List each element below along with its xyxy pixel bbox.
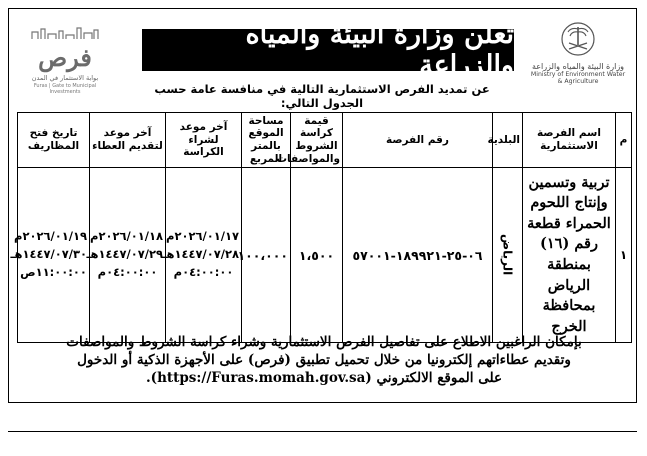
last-submit-time: ٠٤:٠٠:٠٠م	[97, 264, 158, 279]
last-purchase-gregorian: ٢٠٢٦/٠١/١٧م	[166, 229, 239, 244]
notice-line-1: بإمكان الراغبين الاطلاع على تفاصيل الفرص الاستثمارية وشراء كراسة الشروط والمواصفات	[66, 334, 582, 350]
skyline-icon	[30, 26, 100, 40]
row-opening	[10, 168, 90, 343]
bottom-divider	[8, 431, 637, 432]
opportunities-table	[10, 112, 632, 343]
header-name: اسم الفرصة الاستثمارية	[523, 113, 616, 168]
table-row	[18, 168, 632, 343]
ministry-logo	[528, 19, 628, 105]
ministry-name-english: Ministry of Environment Water & Agriculture	[530, 71, 626, 86]
header-area: مساحة الموقع بالمتر المربع	[242, 113, 291, 168]
header-last-submit: آخر موعد لتقديم العطاء	[90, 113, 166, 168]
table-header-row	[18, 113, 632, 168]
row-opportunity-ref: ٠٦-٢٥-١٨٩٩٢١-٥٧٠٠١	[343, 168, 493, 343]
furas-logo-subtitle: بوابة الاستثمار في المدن	[31, 74, 99, 82]
row-last-purchase	[162, 168, 242, 343]
row-last-submit	[86, 168, 166, 343]
header-ref: رقم الفرصة	[343, 113, 493, 168]
ministry-name-arabic: وزارة البيئة والمياه والزراعة	[531, 62, 625, 71]
row-num: ١	[616, 168, 632, 343]
announcement-title: تعلن وزارة البيئة والمياه والزراعة	[142, 29, 514, 71]
header-booklet-price: قيمة كراسة الشروط والمواصفات	[291, 113, 343, 168]
furas-logo	[19, 25, 111, 105]
opening-gregorian: ٢٠٢٦/٠١/١٩م	[14, 229, 87, 244]
last-purchase-hijri: ١٤٤٧/٠٧/٢٨هـ	[162, 247, 239, 262]
opening-hijri: ١٤٤٧/٠٧/٣٠هـ	[10, 247, 87, 262]
furas-logo-subtitle-english: Furas | Gate to Municipal Investments	[33, 83, 97, 95]
header-opening: تاريخ فتح المظاريف	[18, 113, 90, 168]
furas-logo-word: فرص	[38, 43, 92, 72]
announcement-frame	[8, 8, 637, 403]
announcement-subtitle: عن تمديد الفرص الاستثمارية التالية في منافسة عامة حسب الجدول التالي:	[154, 82, 490, 110]
notice-line-2: وتقديم عطاءاتهم إلكترونيا من خلال تحميل تطبيق (فرص) على الأجهزة الذكية أو الدخول	[77, 351, 571, 368]
row-opportunity-name: تربية وتسمين وإنتاج اللحوم الحمراء قطعة رقم (١٦) بمنطقة الرياض بمحافظة الخرج	[523, 168, 616, 343]
last-submit-gregorian: ٢٠٢٦/٠١/١٨م	[90, 229, 163, 244]
header-last-purchase: آخر موعد لشراء الكراسة	[166, 113, 242, 168]
row-municipality: الرياض	[493, 168, 523, 343]
header-municipality: البلدية	[493, 113, 523, 168]
header-num: م	[616, 113, 632, 168]
notice-line-3: على الموقع الالكتروني (https://Furas.momah.gov.sa).	[145, 369, 503, 386]
row-booklet-price: ١،٥٠٠	[291, 168, 343, 343]
last-submit-hijri: ١٤٤٧/٠٧/٢٩هـ	[86, 247, 163, 262]
last-purchase-time: ٠٤:٠٠:٠٠م	[173, 264, 234, 279]
row-area: ١٠٠،٠٠٠	[242, 168, 291, 343]
opening-time: ١١:٠٠:٠٠ص	[20, 264, 87, 279]
furas-notice	[17, 334, 631, 396]
announcement-header	[9, 9, 636, 112]
palm-swords-emblem-icon	[561, 19, 595, 59]
